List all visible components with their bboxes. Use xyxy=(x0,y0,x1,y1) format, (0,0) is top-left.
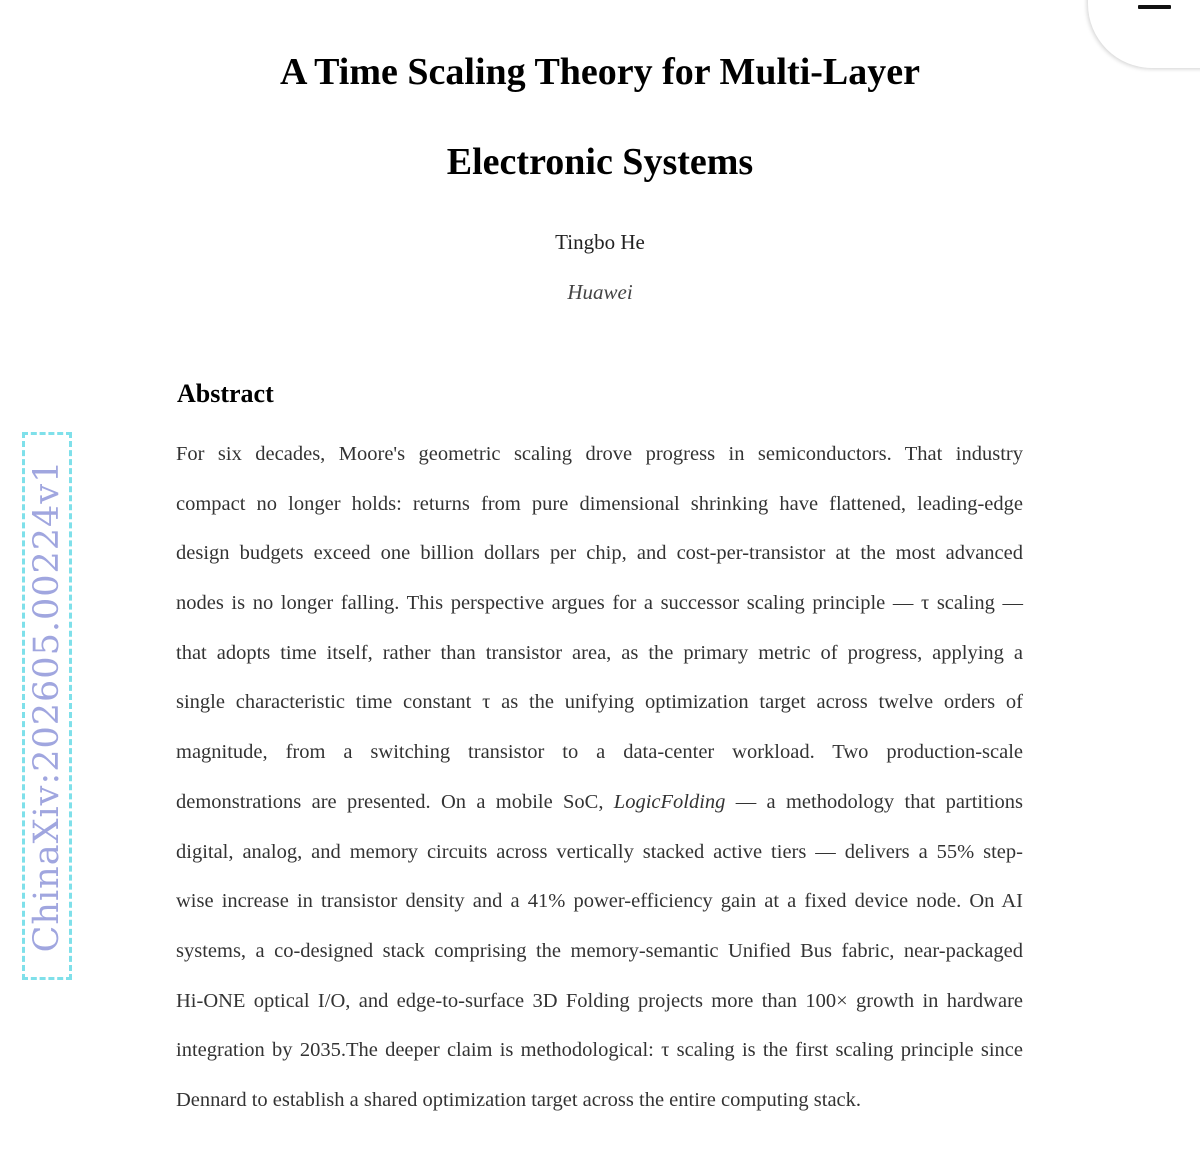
abstract-line: Hi-ONE optical I/O, and edge-to-surface 3D Folding projects more than 100× growth in hardware xyxy=(176,989,1023,1012)
abstract-line: compact no longer holds: returns from pure dimensional shrinking have flattened, leading-edge xyxy=(176,492,1023,515)
abstract-line: For six decades, Moore's geometric scaling drove progress in semiconductors. That industry xyxy=(176,443,1023,465)
abstract-line-segment: — a methodology that partitions xyxy=(735,790,1024,813)
emphasized-term: LogicFolding xyxy=(613,790,726,813)
abstract-line-with-emphasis xyxy=(176,778,1023,828)
abstract-line: nodes is no longer falling. This perspective argues for a successor scaling principle — τ scaling — xyxy=(176,592,1023,615)
abstract-heading: Abstract xyxy=(177,379,274,408)
paper-title-line-2: Electronic Systems xyxy=(446,141,754,183)
abstract-line-segment: demonstrations are presented. On a mobile SoC, xyxy=(176,790,604,813)
abstract-line: wise increase in transistor density and a 41% power-efficiency gain at a fixed device node. On AI xyxy=(176,890,1023,913)
abstract-line: Dennard to establish a shared optimization target across the entire computing stack. xyxy=(176,1088,862,1111)
abstract-line: that adopts time itself, rather than transistor area, as the primary metric of progress, applying a xyxy=(176,641,1023,664)
abstract-line: systems, a co-designed stack comprising the memory-semantic Unified Bus fabric, near-packaged xyxy=(176,939,1023,962)
abstract-line: integration by 2035.The deeper claim is methodological: τ scaling is the first scaling principle since xyxy=(176,1039,1023,1062)
minus-icon xyxy=(1138,5,1171,9)
archive-watermark xyxy=(22,432,72,980)
author-name: Tingbo He xyxy=(555,230,645,254)
paper-title-line-1: A Time Scaling Theory for Multi-Layer xyxy=(279,51,920,93)
abstract-line: single characteristic time constant τ as the unifying optimization target across twelve orders of xyxy=(176,691,1023,714)
abstract-line: design budgets exceed one billion dollars per chip, and cost-per-transistor at the most advanced xyxy=(176,542,1023,565)
archive-watermark-text: ChinaXiv:202605.00224v1 xyxy=(27,459,67,953)
abstract-body xyxy=(176,430,1023,1126)
author-affiliation: Huawei xyxy=(567,280,633,304)
abstract-line: digital, analog, and memory circuits across vertically stacked active tiers — delivers a 55% step- xyxy=(176,840,1023,863)
abstract-line: magnitude, from a switching transistor to a data-center workload. Two production-scale xyxy=(176,741,1023,764)
